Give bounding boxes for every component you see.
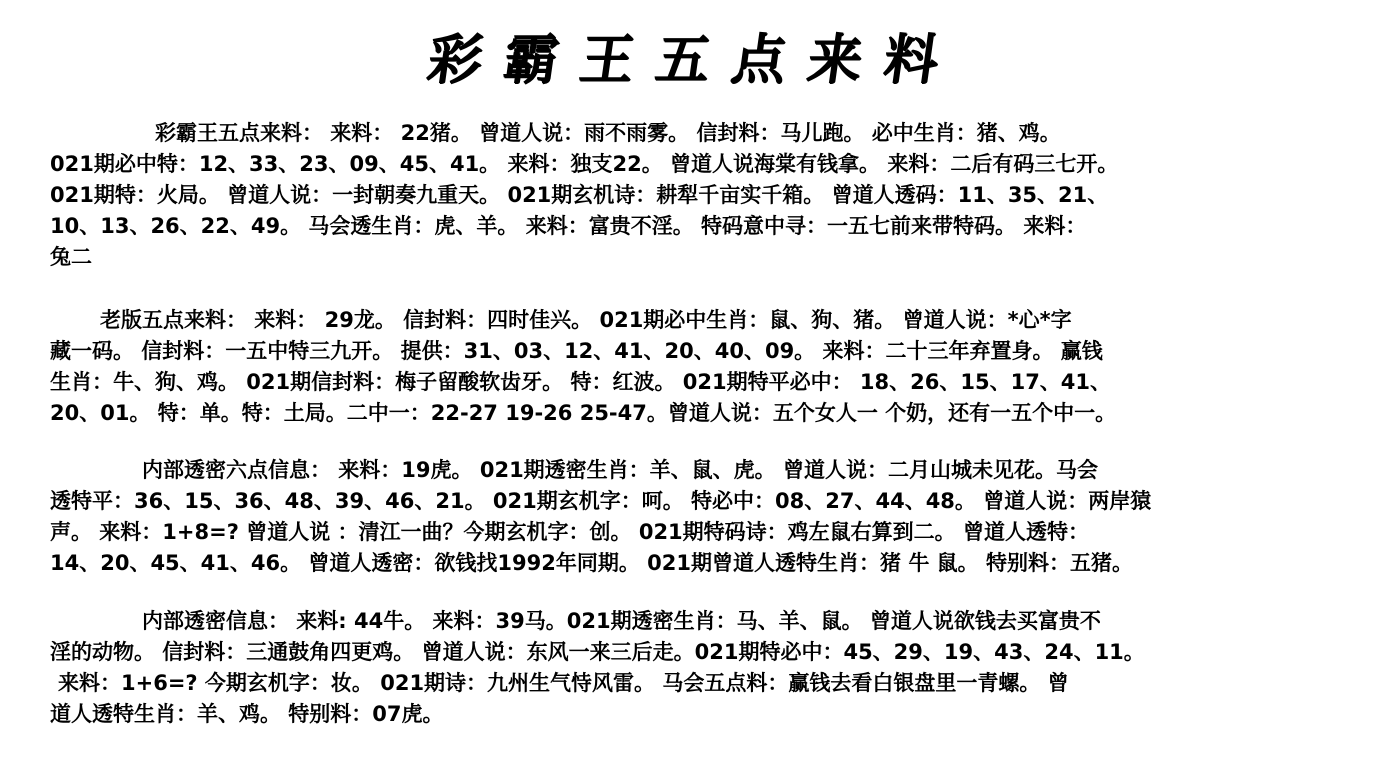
text-line: 藏一码。 信封料：一五中特三九开。 提供：31、03、12、41、20、40、09。 来料：二十三年弃置身。 赢钱 <box>50 339 1103 363</box>
text-line: 生肖：牛、狗、鸡。 021期信封料：梅子留酸软齿牙。 特：红波。 021期特平必中： 18、26、15、17、41、 <box>50 370 1112 394</box>
text-line: 021期必中特：12、33、23、09、45、41。 来料：独支22。 曾道人说海棠有钱拿。 来料：二后有码三七开。 <box>50 152 1119 176</box>
text-line: 声。 来料：1+8=? 曾道人说 ：清江一曲？今期玄机字：创。 021期特码诗：鸡左鼠右算到二。 曾道人透特： <box>50 520 1089 544</box>
text-line: 20、01。 特：单。特：土局。二中一：22-27 19-26 25-47。曾道人说：五个女人一 个奶，还有一五个中一。 <box>50 401 1117 425</box>
text-line: 兔二 <box>50 245 92 269</box>
section-caibawang <box>50 118 1350 273</box>
text-line: 透特平：36、15、36、48、39、46、21。 021期玄机字：呵。 特必中：08、27、44、48。 曾道人说：两岸猿 <box>50 489 1152 513</box>
text-line: 内部透密六点信息： 来料：19虎。 021期透密生肖：羊、鼠、虎。 曾道人说：二月山城未见花。马会 <box>142 458 1098 482</box>
section-neibu-liudian <box>50 455 1350 579</box>
text-line: 淫的动物。 信封料：三通鼓角四更鸡。 曾道人说：东风一来三后走。021期特必中：45、29、19、43、24、11。 <box>50 640 1145 664</box>
page-title: 彩霸王五点来料 <box>423 27 965 91</box>
text-line: 10、13、26、22、49。 马会透生肖：虎、羊。 来料：富贵不淫。 特码意中寻：一五七前来带特码。 来料： <box>50 214 1087 238</box>
text-line: 道人透特生肖：羊、鸡。 特别料：07虎。 <box>50 702 444 726</box>
text-line: 021期特：火局。 曾道人说：一封朝奏九重天。 021期玄机诗：耕犁千亩实千箱。 曾道人透码：11、35、21、 <box>50 183 1109 207</box>
section-neibu-xinxi <box>50 606 1350 730</box>
text-line: 彩霸王五点来料： 来料： 22猪。 曾道人说：雨不雨雾。 信封料：马儿跑。 必中生肖：猪、鸡。 <box>155 121 1061 145</box>
text-line: 老版五点来料： 来料： 29龙。 信封料：四时佳兴。 021期必中生肖：鼠、狗、猪。 曾道人说：*心*字 <box>100 308 1072 332</box>
text-line: 14、20、45、41、46。 曾道人透密：欲钱找1992年同期。 021期曾道人透特生肖：猪 牛 鼠。 特别料：五猪。 <box>50 551 1133 575</box>
text-line: 内部透密信息： 来料: 44牛。 来料：39马。021期透密生肖：马、羊、鼠。 曾道人说欲钱去买富贵不 <box>142 609 1101 633</box>
section-laoban <box>50 305 1350 429</box>
text-line: 来料：1+6=? 今期玄机字：妆。 021期诗：九州生气恃风雷。 马会五点料：赢钱去看白银盘里一青螺。 曾 <box>58 671 1069 695</box>
